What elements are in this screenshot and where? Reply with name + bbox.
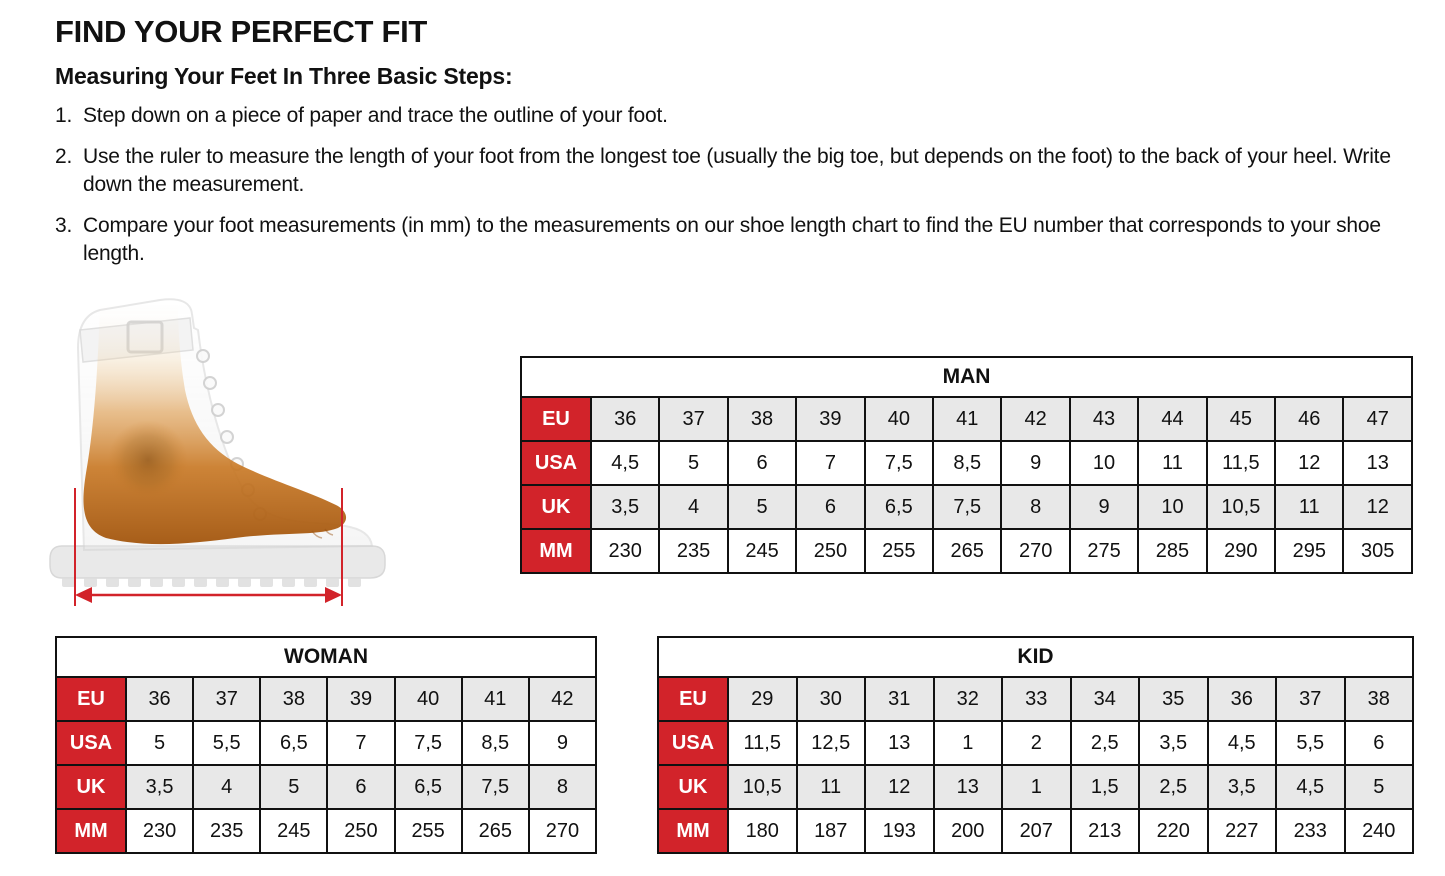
size-cell: 10,5 [1207,485,1275,529]
row-label-eu: EU [56,677,126,721]
size-cell: 305 [1343,529,1412,573]
size-cell: 37 [1276,677,1345,721]
size-cell: 41 [462,677,529,721]
size-cell: 270 [529,809,596,853]
size-cell: 5 [260,765,327,809]
size-cell: 285 [1138,529,1206,573]
size-cell: 245 [260,809,327,853]
size-row-eu [658,677,1413,721]
size-cell: 7,5 [865,441,933,485]
ankle-bone-highlight [108,420,188,500]
size-table-man [520,356,1413,574]
size-cell: 42 [1001,397,1069,441]
size-cell: 9 [1070,485,1138,529]
size-cell: 255 [395,809,462,853]
size-cell: 250 [796,529,864,573]
step-number: 2. [55,145,73,168]
size-cell: 45 [1207,397,1275,441]
size-cell: 180 [728,809,797,853]
size-cell: 187 [797,809,866,853]
size-cell: 230 [126,809,193,853]
size-cell: 43 [1070,397,1138,441]
page-subtitle: Measuring Your Feet In Three Basic Steps: [55,63,513,89]
size-cell: 235 [193,809,260,853]
size-row-mm [658,809,1413,853]
size-cell: 30 [797,677,866,721]
size-cell: 12 [865,765,934,809]
size-table-woman [55,636,597,854]
size-row-mm [521,529,1412,573]
size-cell: 10 [1138,485,1206,529]
size-cell: 245 [728,529,796,573]
foot-measurement-illustration [40,288,400,618]
size-cell: 31 [865,677,934,721]
size-cell: 7,5 [462,765,529,809]
size-row-usa [658,721,1413,765]
size-row-uk [658,765,1413,809]
size-cell: 13 [1343,441,1412,485]
page-title: FIND YOUR PERFECT FIT [55,14,428,49]
step-text: Use the ruler to measure the length of your foot from the longest toe (usually the big toe, but depends on the foot) to the back of your heel. Write down the measurement. [83,145,1391,196]
size-cell: 32 [934,677,1003,721]
size-cell: 11 [1275,485,1343,529]
size-row-uk [56,765,596,809]
size-cell: 8,5 [462,721,529,765]
table-title: KID [658,637,1413,677]
size-cell: 12 [1275,441,1343,485]
size-cell: 13 [865,721,934,765]
size-row-usa [56,721,596,765]
size-cell: 37 [193,677,260,721]
size-cell: 213 [1071,809,1140,853]
size-cell: 6 [728,441,796,485]
size-cell: 38 [1345,677,1414,721]
row-label-eu: EU [521,397,591,441]
size-cell: 235 [659,529,727,573]
step-item-1 [55,102,1400,130]
size-cell: 3,5 [591,485,659,529]
size-cell: 11 [797,765,866,809]
size-cell: 2 [1002,721,1071,765]
size-cell: 1 [1002,765,1071,809]
size-cell: 5,5 [1276,721,1345,765]
size-cell: 233 [1276,809,1345,853]
size-cell: 6,5 [260,721,327,765]
size-cell: 4 [659,485,727,529]
size-cell: 5 [728,485,796,529]
table-title-row [56,637,596,677]
size-cell: 40 [395,677,462,721]
size-cell: 6 [796,485,864,529]
size-row-uk [521,485,1412,529]
size-cell: 250 [327,809,394,853]
size-cell: 290 [1207,529,1275,573]
size-cell: 12 [1343,485,1412,529]
row-label-usa: USA [658,721,728,765]
size-cell: 6 [1345,721,1414,765]
step-text: Compare your foot measurements (in mm) to the measurements on our shoe length chart to find the EU number that corresponds to your shoe length. [83,214,1381,265]
table-title: MAN [521,357,1412,397]
size-cell: 38 [260,677,327,721]
size-cell: 2,5 [1139,765,1208,809]
size-cell: 5 [126,721,193,765]
size-cell: 265 [462,809,529,853]
size-cell: 230 [591,529,659,573]
size-row-eu [56,677,596,721]
size-cell: 7 [327,721,394,765]
size-cell: 3,5 [1139,721,1208,765]
size-cell: 41 [933,397,1001,441]
row-label-usa: USA [56,721,126,765]
size-cell: 34 [1071,677,1140,721]
size-cell: 193 [865,809,934,853]
row-label-uk: UK [56,765,126,809]
size-cell: 275 [1070,529,1138,573]
size-cell: 4,5 [1276,765,1345,809]
measuring-steps-list [55,102,1400,281]
size-cell: 4,5 [1208,721,1277,765]
size-cell: 36 [1208,677,1277,721]
size-cell: 9 [529,721,596,765]
size-cell: 7,5 [395,721,462,765]
step-number: 1. [55,104,73,127]
size-cell: 5 [1345,765,1414,809]
size-table-kid [657,636,1414,854]
size-cell: 11,5 [1207,441,1275,485]
row-label-mm: MM [56,809,126,853]
size-cell: 7 [796,441,864,485]
size-cell: 8,5 [933,441,1001,485]
size-cell: 6,5 [865,485,933,529]
size-cell: 8 [529,765,596,809]
row-label-usa: USA [521,441,591,485]
size-cell: 37 [659,397,727,441]
size-cell: 5,5 [193,721,260,765]
size-cell: 42 [529,677,596,721]
step-item-2 [55,143,1400,199]
size-cell: 11,5 [728,721,797,765]
size-cell: 4,5 [591,441,659,485]
size-cell: 255 [865,529,933,573]
size-cell: 270 [1001,529,1069,573]
size-cell: 10 [1070,441,1138,485]
step-item-3 [55,212,1400,268]
size-cell: 227 [1208,809,1277,853]
size-cell: 6,5 [395,765,462,809]
size-cell: 33 [1002,677,1071,721]
size-cell: 4 [193,765,260,809]
size-cell: 1 [934,721,1003,765]
size-cell: 46 [1275,397,1343,441]
size-cell: 7,5 [933,485,1001,529]
size-cell: 295 [1275,529,1343,573]
size-cell: 12,5 [797,721,866,765]
size-cell: 10,5 [728,765,797,809]
size-row-eu [521,397,1412,441]
size-cell: 3,5 [126,765,193,809]
row-label-eu: EU [658,677,728,721]
size-cell: 6 [327,765,394,809]
size-cell: 13 [934,765,1003,809]
size-cell: 265 [933,529,1001,573]
table-title: WOMAN [56,637,596,677]
size-cell: 207 [1002,809,1071,853]
size-cell: 11 [1138,441,1206,485]
table-title-row [521,357,1412,397]
size-cell: 5 [659,441,727,485]
size-cell: 29 [728,677,797,721]
size-cell: 39 [327,677,394,721]
size-cell: 200 [934,809,1003,853]
size-cell: 3,5 [1208,765,1277,809]
size-cell: 36 [126,677,193,721]
row-label-uk: UK [521,485,591,529]
size-cell: 1,5 [1071,765,1140,809]
size-cell: 44 [1138,397,1206,441]
size-cell: 38 [728,397,796,441]
size-row-usa [521,441,1412,485]
size-cell: 40 [865,397,933,441]
row-label-uk: UK [658,765,728,809]
size-row-mm [56,809,596,853]
size-cell: 8 [1001,485,1069,529]
size-cell: 240 [1345,809,1414,853]
size-cell: 9 [1001,441,1069,485]
size-cell: 220 [1139,809,1208,853]
row-label-mm: MM [658,809,728,853]
step-text: Step down on a piece of paper and trace the outline of your foot. [83,104,668,127]
table-title-row [658,637,1413,677]
size-cell: 35 [1139,677,1208,721]
size-cell: 47 [1343,397,1412,441]
size-cell: 36 [591,397,659,441]
row-label-mm: MM [521,529,591,573]
size-cell: 39 [796,397,864,441]
step-number: 3. [55,214,73,237]
size-cell: 2,5 [1071,721,1140,765]
